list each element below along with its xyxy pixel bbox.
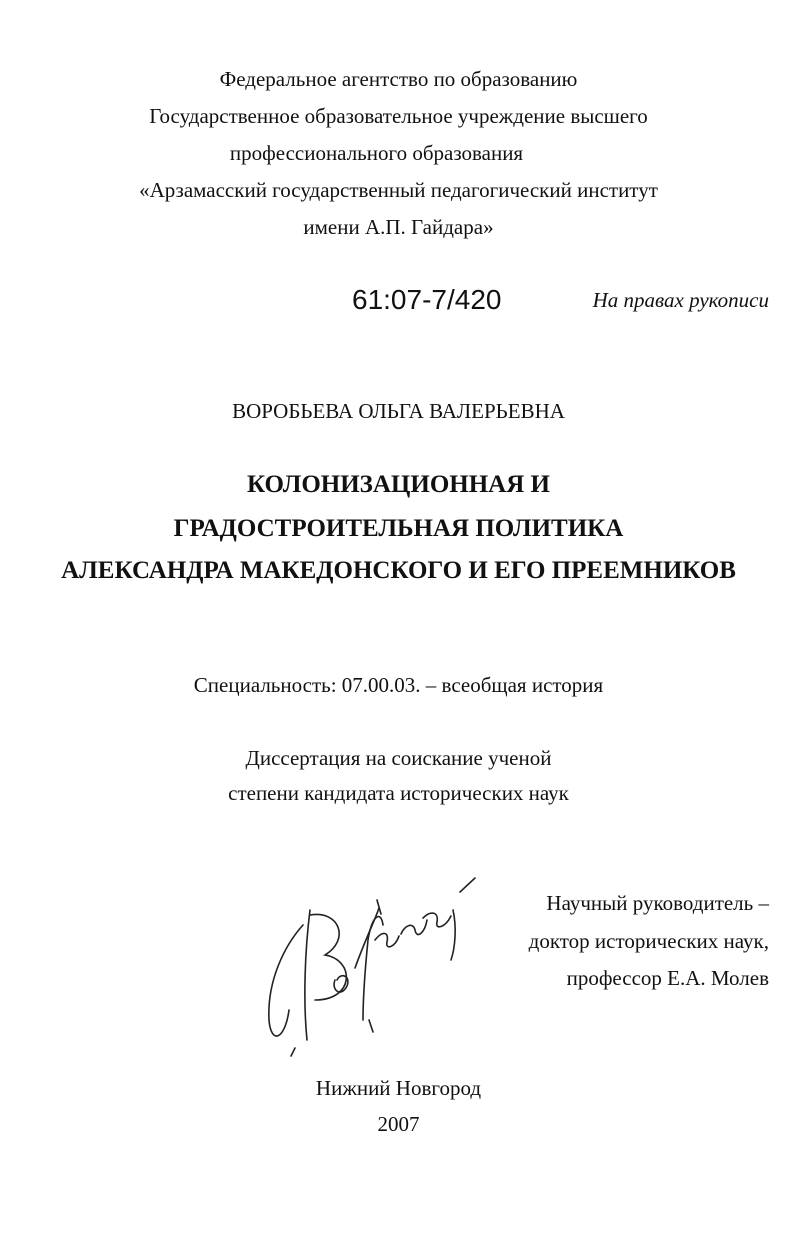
year: 2007 [377, 1112, 420, 1136]
specialty: Специальность: 07.00.03. – всеобщая история [193, 673, 604, 697]
dissertation-title-line1: КОЛОНИЗАЦИОННАЯ И [247, 471, 550, 498]
supervisor-name: профессор Е.А. Молев [566, 966, 769, 990]
institution-type: Государственное образовательное учреждение высшего [149, 104, 648, 128]
catalog-code: 61:07-7/420 [352, 284, 502, 315]
dissertation-title-line2: ГРАДОСТРОИТЕЛЬНАЯ ПОЛИТИКА [173, 515, 624, 542]
city: Нижний Новгород [315, 1076, 482, 1100]
agency-name: Федеральное агентство по образованию [219, 67, 578, 91]
institution-name: «Арзамасский государственный педагогический институт [139, 178, 658, 202]
supervisor-degree: доктор исторических наук, [528, 929, 769, 953]
degree-line1: Диссертация на соискание ученой [245, 746, 552, 770]
supervisor-title: Научный руководитель – [546, 891, 769, 915]
institution-type-cont: профессионального образования [229, 141, 524, 165]
handwritten-signature-icon [255, 870, 495, 1070]
dissertation-title-line3: АЛЕКСАНДРА МАКЕДОНСКОГО И ЕГО ПРЕЕМНИКОВ [61, 557, 736, 584]
rights-note: На правах рукописи [592, 288, 769, 312]
author-name: ВОРОБЬЕВА ОЛЬГА ВАЛЕРЬЕВНА [232, 399, 565, 423]
degree-line2: степени кандидата исторических наук [228, 781, 569, 805]
institution-name-cont: имени А.П. Гайдара» [303, 215, 494, 239]
